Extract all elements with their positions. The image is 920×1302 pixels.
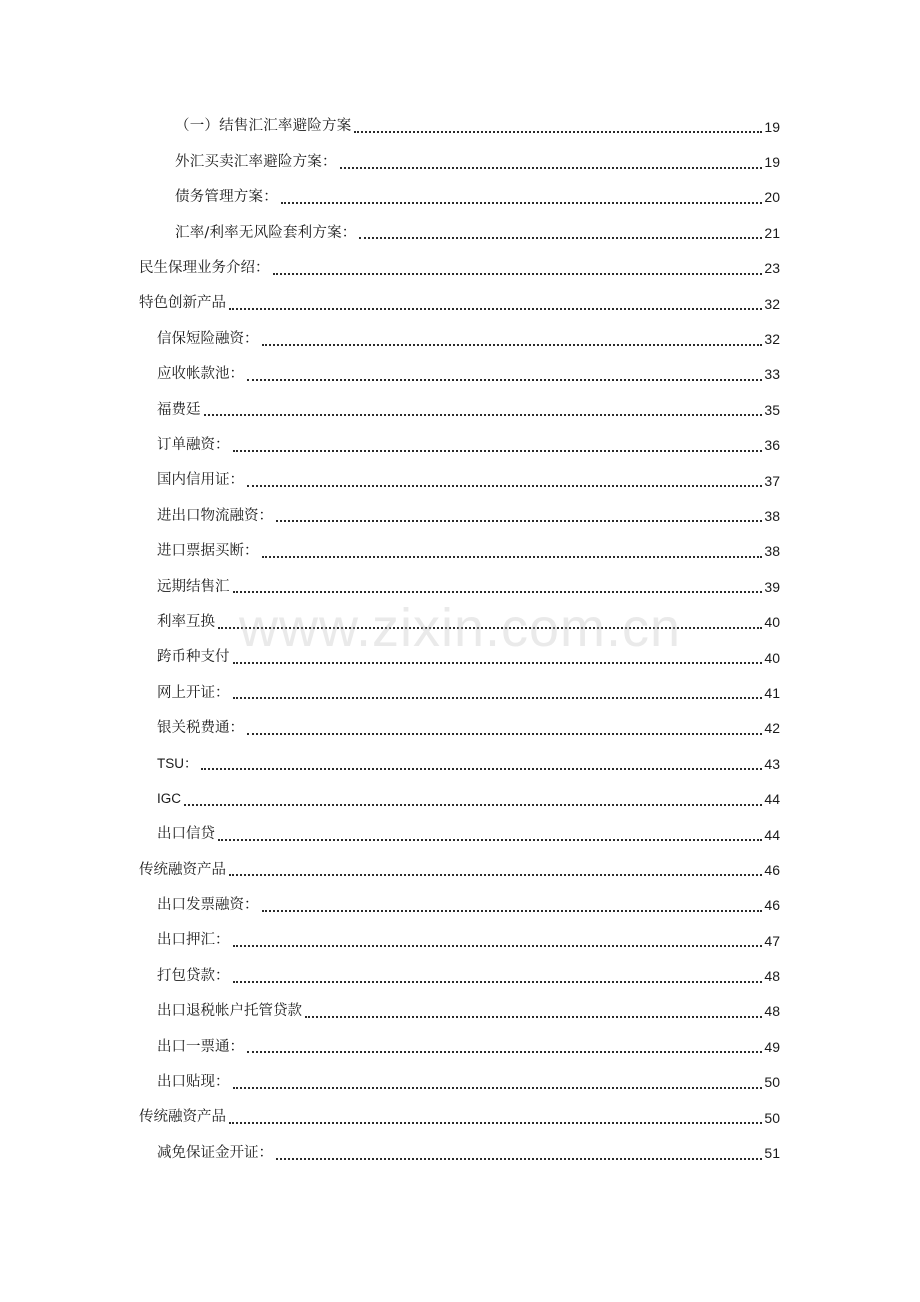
toc-dot-leader xyxy=(233,1086,763,1089)
toc-entry-page-number: 50 xyxy=(764,1074,780,1091)
toc-entry[interactable] xyxy=(0,923,920,958)
toc-entry-title: 汇率/利率无风险套利方案： xyxy=(175,224,357,241)
toc-entry[interactable] xyxy=(0,534,920,569)
toc-entry-title: 应收帐款池： xyxy=(157,366,244,383)
toc-dot-leader xyxy=(276,519,762,522)
toc-entry-page-number: 48 xyxy=(764,1003,780,1020)
toc-entry-page-number: 19 xyxy=(764,118,780,135)
toc-entry-title: 打包贷款： xyxy=(157,967,230,984)
toc-entry-page-number: 38 xyxy=(764,543,780,560)
toc-dot-leader xyxy=(201,767,763,770)
toc-entry-title: （一）结售汇汇率避险方案 xyxy=(175,118,352,135)
toc-entry[interactable] xyxy=(0,1065,920,1100)
toc-entry-page-number: 35 xyxy=(764,401,780,418)
toc-entry-page-number: 40 xyxy=(764,614,780,631)
toc-entry-title: 远期结售汇 xyxy=(157,578,230,595)
toc-entry-title: 出口发票融资： xyxy=(157,897,259,914)
watermark: www.zixin.com.cn xyxy=(238,598,682,658)
table-of-contents xyxy=(0,109,920,1171)
toc-entry-page-number: 23 xyxy=(764,260,780,277)
toc-entry[interactable] xyxy=(0,994,920,1029)
toc-dot-leader xyxy=(218,626,762,629)
toc-entry[interactable] xyxy=(0,817,920,852)
toc-entry-page-number: 20 xyxy=(764,189,780,206)
toc-entry[interactable] xyxy=(0,1029,920,1064)
toc-entry-page-number: 37 xyxy=(764,472,780,489)
toc-entry-page-number: 19 xyxy=(764,154,780,171)
toc-dot-leader xyxy=(204,413,763,416)
toc-entry[interactable] xyxy=(0,463,920,498)
toc-entry[interactable] xyxy=(0,746,920,781)
toc-entry-page-number: 51 xyxy=(764,1145,780,1162)
toc-dot-leader xyxy=(281,201,763,204)
toc-entry[interactable] xyxy=(0,781,920,816)
toc-entry-page-number: 21 xyxy=(764,224,780,241)
toc-entry-page-number: 42 xyxy=(764,720,780,737)
toc-dot-leader xyxy=(247,732,762,735)
toc-entry[interactable] xyxy=(0,357,920,392)
toc-dot-leader xyxy=(233,980,763,983)
toc-entry[interactable] xyxy=(0,675,920,710)
toc-entry-page-number: 48 xyxy=(764,968,780,985)
toc-entry-title: 信保短险融资： xyxy=(157,330,259,347)
toc-entry-title: 出口押汇： xyxy=(157,932,230,949)
toc-entry[interactable] xyxy=(0,251,920,286)
toc-dot-leader xyxy=(262,555,763,558)
toc-entry[interactable] xyxy=(0,640,920,675)
toc-entry[interactable] xyxy=(0,215,920,250)
toc-dot-leader xyxy=(247,378,762,381)
toc-entry[interactable] xyxy=(0,569,920,604)
toc-dot-leader xyxy=(229,1121,762,1124)
toc-dot-leader xyxy=(340,166,763,169)
toc-entry-page-number: 44 xyxy=(764,826,780,843)
toc-entry-page-number: 32 xyxy=(764,295,780,312)
toc-entry[interactable] xyxy=(0,604,920,639)
toc-dot-leader xyxy=(354,130,762,133)
toc-entry-title: 福费廷 xyxy=(157,401,201,418)
toc-entry-page-number: 43 xyxy=(764,755,780,772)
toc-dot-leader xyxy=(233,944,763,947)
toc-entry-title: 出口贴现： xyxy=(157,1073,230,1090)
toc-entry[interactable] xyxy=(0,1135,920,1170)
toc-entry-title: 外汇买卖汇率避险方案： xyxy=(175,153,337,170)
toc-entry-title: 出口一票通： xyxy=(157,1038,244,1055)
toc-dot-leader xyxy=(276,1157,762,1160)
toc-entry[interactable] xyxy=(0,498,920,533)
toc-entry-page-number: 50 xyxy=(764,1109,780,1126)
toc-dot-leader xyxy=(233,590,763,593)
toc-entry-title: 出口退税帐户托管贷款 xyxy=(157,1003,302,1020)
toc-entry-title: 出口信贷 xyxy=(157,826,215,843)
toc-entry-page-number: 47 xyxy=(764,932,780,949)
toc-dot-leader xyxy=(233,696,763,699)
toc-entry-page-number: 46 xyxy=(764,897,780,914)
toc-entry-page-number: 33 xyxy=(764,366,780,383)
toc-dot-leader xyxy=(233,449,763,452)
toc-entry-page-number: 41 xyxy=(764,684,780,701)
toc-entry-title: 传统融资产品 xyxy=(139,861,226,878)
toc-dot-leader xyxy=(229,307,762,310)
toc-entry-title: 国内信用证： xyxy=(157,472,244,489)
toc-entry[interactable] xyxy=(0,852,920,887)
toc-dot-leader xyxy=(233,661,763,664)
toc-entry-title: 民生保理业务介绍： xyxy=(139,260,270,276)
toc-entry-page-number: 38 xyxy=(764,507,780,524)
toc-dot-leader xyxy=(247,1050,762,1053)
toc-dot-leader xyxy=(262,343,763,346)
toc-entry-title: 减免保证金开证： xyxy=(157,1144,273,1161)
toc-entry-title: IGC xyxy=(157,791,182,807)
toc-entry-title: 特色创新产品 xyxy=(139,295,226,312)
toc-entry[interactable] xyxy=(0,1100,920,1135)
toc-dot-leader xyxy=(218,838,762,841)
toc-dot-leader xyxy=(305,1015,762,1018)
toc-entry-page-number: 46 xyxy=(764,861,780,878)
toc-dot-leader xyxy=(359,236,762,239)
toc-entry-page-number: 49 xyxy=(764,1038,780,1055)
toc-entry-page-number: 44 xyxy=(764,791,780,808)
toc-entry-title: 银关税费通： xyxy=(157,720,244,737)
toc-entry-page-number: 32 xyxy=(764,331,780,348)
toc-entry[interactable] xyxy=(0,428,920,463)
toc-entry-page-number: 36 xyxy=(764,437,780,454)
toc-entry-title: 进出口物流融资： xyxy=(157,507,273,524)
toc-entry[interactable] xyxy=(0,888,920,923)
toc-entry-title: 进口票据买断： xyxy=(157,543,259,560)
toc-dot-leader xyxy=(229,873,762,876)
toc-entry-title: 利率互换 xyxy=(157,613,215,630)
toc-entry-page-number: 39 xyxy=(764,578,780,595)
toc-entry[interactable] xyxy=(0,711,920,746)
toc-entry-title: 订单融资： xyxy=(157,436,230,453)
toc-entry[interactable] xyxy=(0,286,920,321)
toc-dot-leader xyxy=(184,803,762,806)
toc-entry-title: 跨币种支付 xyxy=(157,649,230,666)
toc-entry-page-number: 40 xyxy=(764,649,780,666)
toc-entry-title: 传统融资产品 xyxy=(139,1109,226,1126)
toc-entry[interactable] xyxy=(0,958,920,993)
toc-entry[interactable] xyxy=(0,321,920,356)
toc-entry[interactable] xyxy=(0,144,920,179)
toc-entry[interactable] xyxy=(0,180,920,215)
toc-dot-leader xyxy=(273,272,763,275)
toc-entry[interactable] xyxy=(0,392,920,427)
toc-dot-leader xyxy=(262,909,763,912)
toc-entry-title: 债务管理方案： xyxy=(175,189,278,206)
toc-entry-title: TSU： xyxy=(157,755,198,771)
toc-entry-title: 网上开证： xyxy=(157,684,230,701)
toc-dot-leader xyxy=(247,484,762,487)
toc-entry[interactable] xyxy=(0,109,920,144)
